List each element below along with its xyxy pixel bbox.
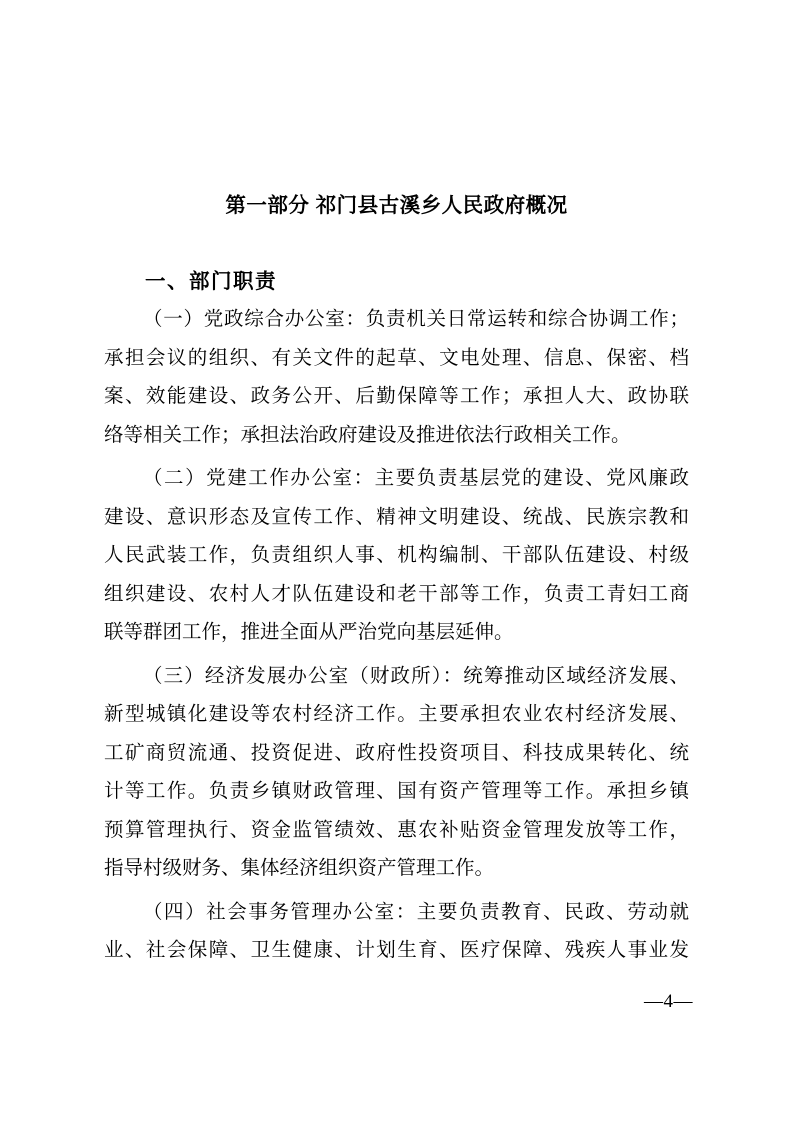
document-body: [104, 301, 689, 971]
text-line: （四）社会事务管理办公室：主要负责教育、民政、劳动就: [143, 901, 689, 923]
paragraph: [104, 894, 689, 971]
page-number: —4—: [644, 991, 693, 1012]
text-line: 建设、意识形态及宣传工作、精神文明建设、统战、民族宗教和: [104, 506, 689, 528]
text-line: （一）党政综合办公室：负责机关日常运转和综合协调工作；: [143, 309, 689, 330]
text-line: 案、效能建设、政务公开、后勤保障等工作；承担人大、政协联: [104, 386, 689, 407]
paragraph: [104, 658, 689, 889]
text-line: （二）党建工作办公室：主要负责基层党的建设、党风廉政: [143, 468, 689, 489]
text-line: 承担会议的组织、有关文件的起草、文电处理、信息、保密、档: [104, 347, 689, 369]
document-title: 第一部分 祁门县古溪乡人民政府概况: [225, 194, 568, 217]
text-line: 络等相关工作；承担法治政府建设及推进依法行政相关工作。: [104, 424, 631, 446]
text-line: 预算管理执行、资金监管绩效、惠农补贴资金管理发放等工作，: [104, 819, 689, 841]
text-line: 业、社会保障、卫生健康、计划生育、医疗保障、残疾人事业发: [104, 940, 689, 961]
text-line: 联等群团工作，推进全面从严治党向基层延伸。: [104, 622, 514, 643]
text-line: 组织建设、农村人才队伍建设和老干部等工作，负责工青妇工商: [104, 583, 689, 605]
text-line: （三）经济发展办公室（财政所）：统筹推动区域经济发展、: [143, 665, 689, 687]
paragraph: [104, 301, 689, 455]
text-line: 工矿商贸流通、投资促进、政府性投资项目、科技成果转化、统: [104, 742, 689, 764]
section-heading: 一、部门职责: [145, 270, 277, 293]
paragraph: [104, 460, 689, 653]
text-line: 计等工作。负责乡镇财政管理、国有资产管理等工作。承担乡镇: [104, 781, 689, 802]
text-line: 指导村级财务、集体经济组织资产管理工作。: [104, 858, 495, 879]
text-line: 新型城镇化建设等农村经济工作。主要承担农业农村经济发展、: [104, 704, 689, 725]
text-line: 人民武装工作，负责组织人事、机构编制、干部队伍建设、村级: [104, 545, 689, 566]
